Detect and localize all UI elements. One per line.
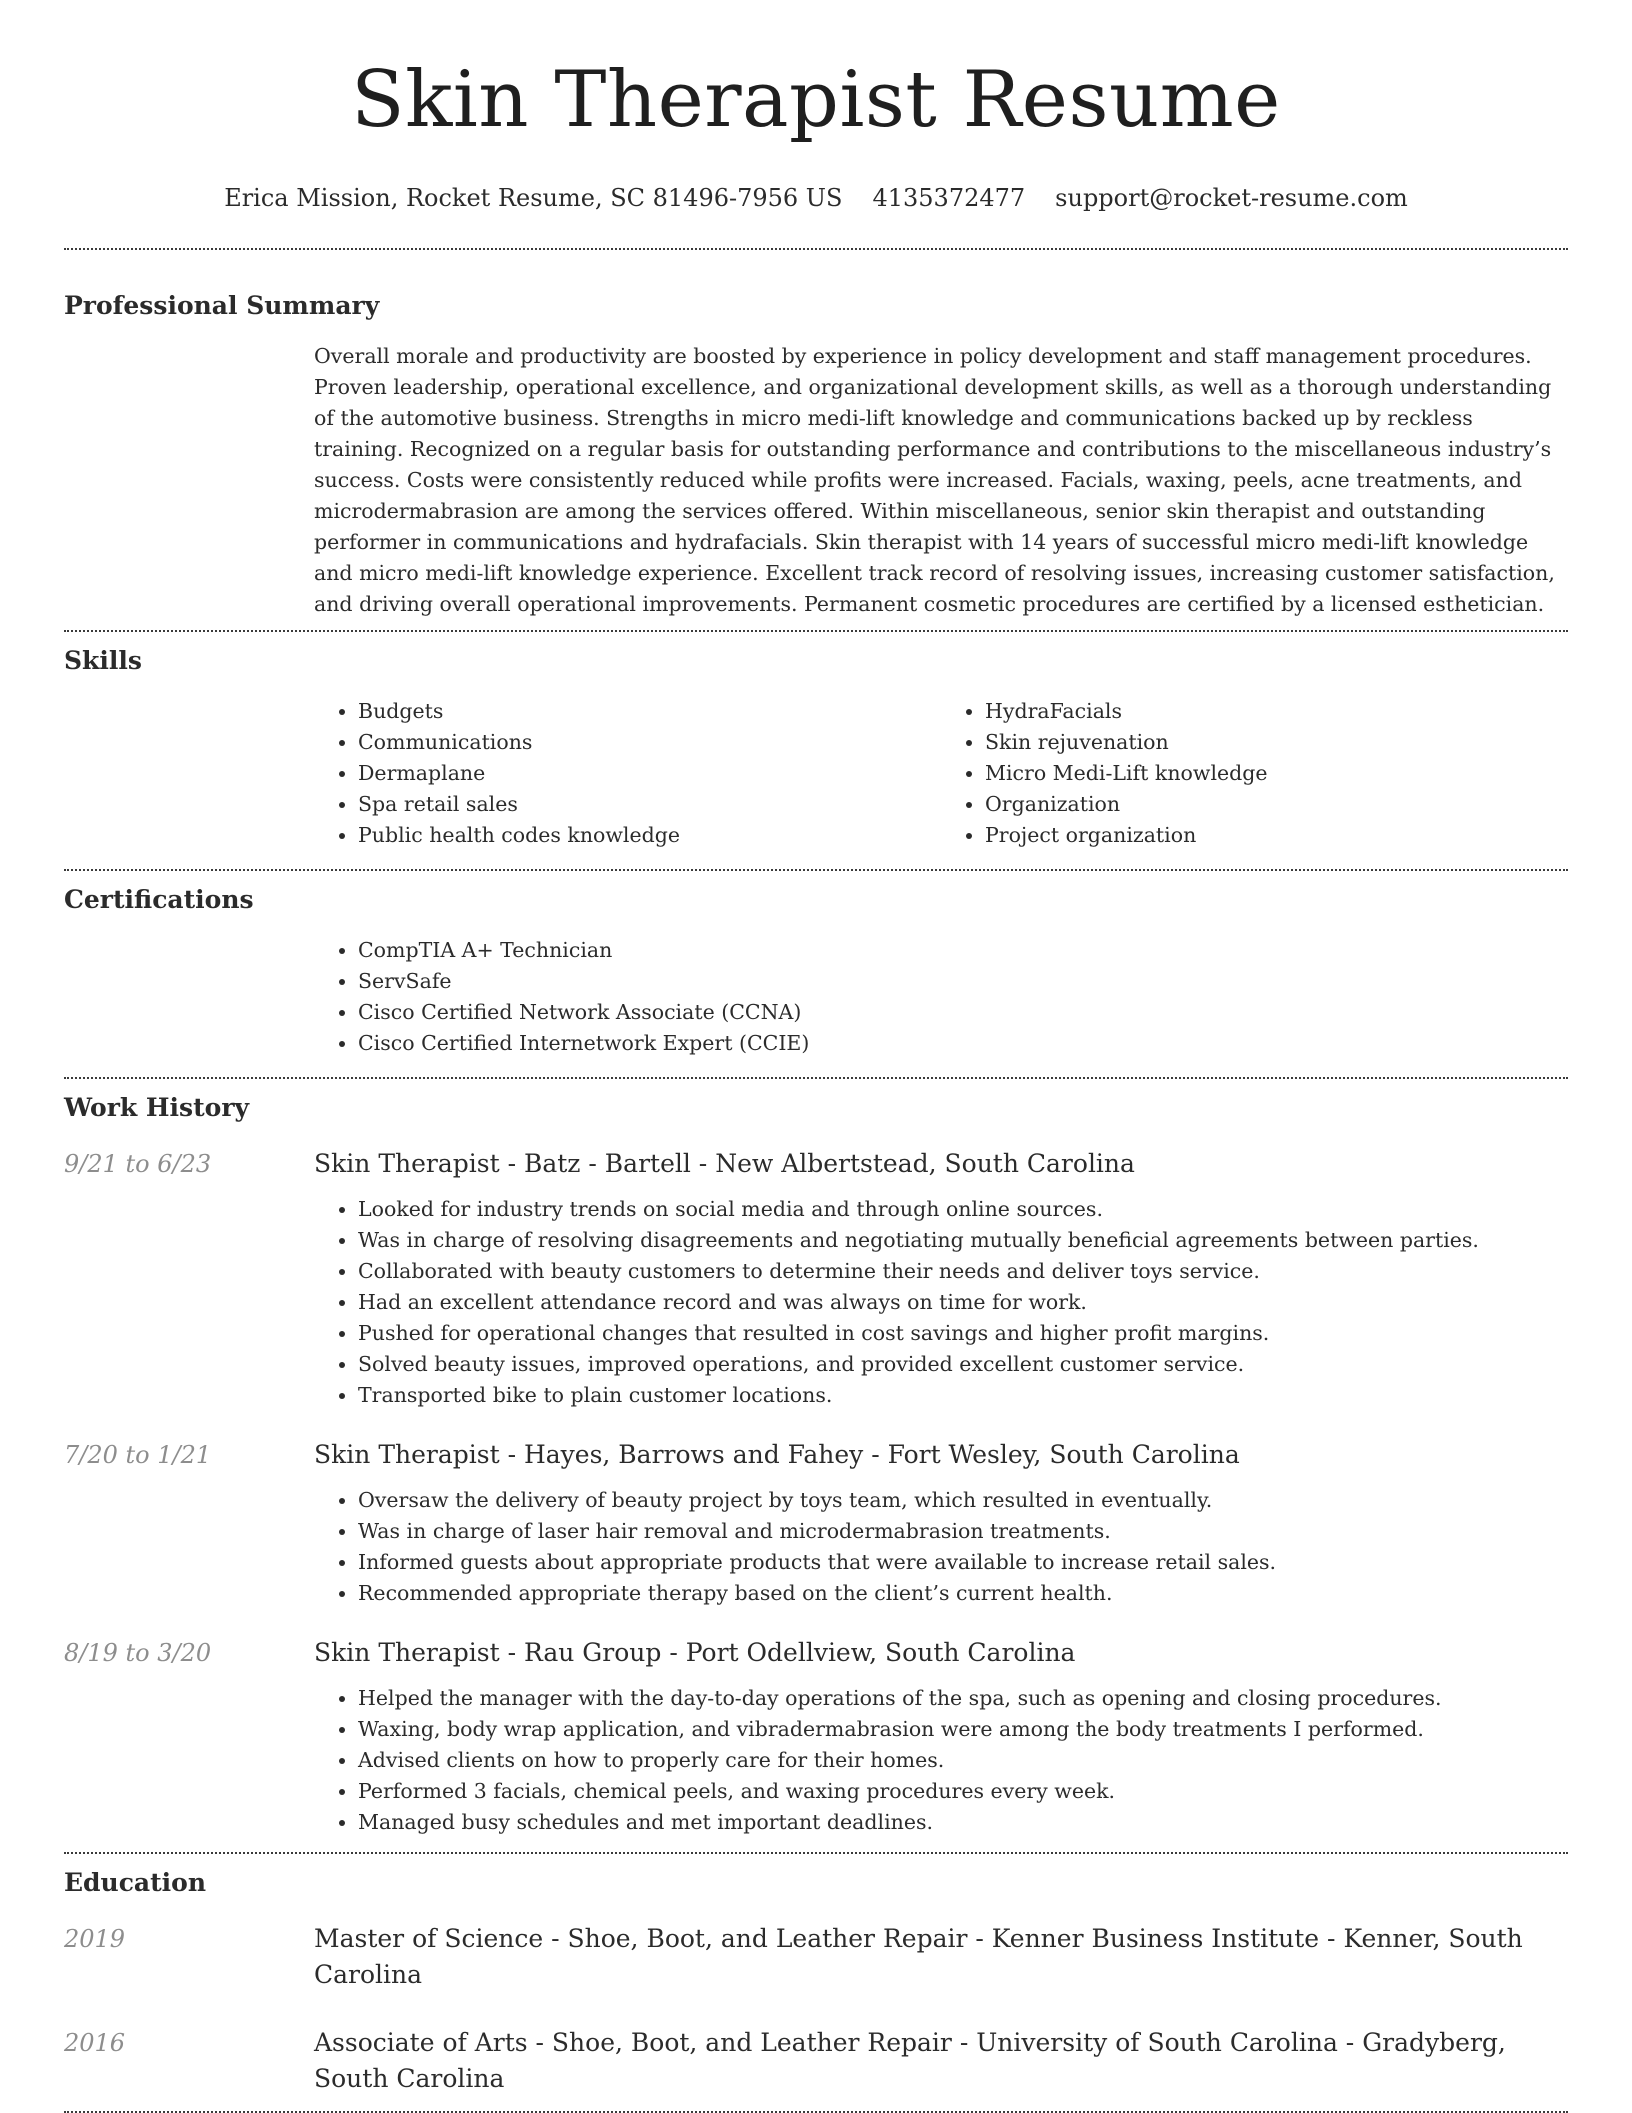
education-list	[64, 1921, 1568, 2097]
job-bullet: • Informed guests about appropriate products that were available to increase retail sales.	[358, 1547, 1568, 1578]
certifications-list	[314, 935, 1568, 1059]
certifications-section	[64, 882, 1568, 1059]
skill-item: • Skin rejuvenation	[985, 727, 1568, 758]
divider	[64, 1077, 1568, 1079]
job-bullet: • Helped the manager with the day-to-day operations of the spa, such as opening and closing procedures.	[358, 1683, 1568, 1714]
job-bullet: • Was in charge of resolving disagreements and negotiating mutually beneficial agreements between parties.	[358, 1225, 1568, 1256]
job-bullet: • Looked for industry trends on social media and through online sources.	[358, 1194, 1568, 1225]
job-bullet: • Transported bike to plain customer locations.	[358, 1380, 1568, 1411]
skills-list-right	[941, 696, 1568, 851]
education-degree: Associate of Arts - Shoe, Boot, and Leather Repair - University of South Carolina - Gradyberg, South Carolina	[314, 2028, 1506, 2093]
job-bullet: • Recommended appropriate therapy based on the client’s current health.	[358, 1578, 1568, 1609]
skill-item: • HydraFacials	[985, 696, 1568, 727]
job-bullets	[314, 1194, 1568, 1411]
page-title: Skin Therapist Resume	[351, 55, 1281, 145]
contact-phone: 4135372477	[872, 184, 1026, 212]
skill-item: • Public health codes knowledge	[358, 820, 941, 851]
skill-item: • Project organization	[985, 820, 1568, 851]
job-bullets	[314, 1683, 1568, 1838]
job-bullet: • Had an excellent attendance record and was always on time for work.	[358, 1287, 1568, 1318]
job-bullet: • Collaborated with beauty customers to determine their needs and deliver toys service.	[358, 1256, 1568, 1287]
skill-item: • Micro Medi-Lift knowledge	[985, 758, 1568, 789]
skill-item: • Dermaplane	[358, 758, 941, 789]
work-history-heading: Work History	[64, 1093, 250, 1122]
education-entry	[64, 2025, 1568, 2097]
skills-section	[64, 643, 1568, 851]
summary-text: Overall morale and productivity are boosted by experience in policy development and staff management procedures. Proven leadership, operational excellence, and organizational development skills, as well as a thorough understanding of the automotive business. Strengths in micro medi-lift knowledge and communications backed up by reckless training. Recognized on a regular basis for outstanding performance and contributions to the miscellaneous industry’s success. Costs were consistently reduced while profits were increased. Facials, waxing, peels, acne treatments, and microdermabrasion are among the services offered. Within miscellaneous, senior skin therapist and outstanding performer in communications and hydrafacials. Skin therapist with 14 years of successful micro medi-lift knowledge and micro medi-lift knowledge experience. Excellent track record of resolving issues, increasing customer satisfaction, and driving overall operational improvements. Permanent cosmetic procedures are certified by a licensed esthetician.	[314, 344, 1555, 616]
work-history-section	[64, 1090, 1568, 1838]
divider	[64, 1852, 1568, 1854]
contact-address: Erica Mission, Rocket Resume, SC 81496-7956 US	[224, 184, 843, 212]
job-bullet: • Oversaw the delivery of beauty project by toys team, which resulted in eventually.	[358, 1485, 1568, 1516]
jobs-list	[64, 1146, 1568, 1838]
job-bullet: • Was in charge of laser hair removal and microdermabrasion treatments.	[358, 1516, 1568, 1547]
certifications-heading: Certifications	[64, 885, 254, 914]
skills-heading: Skills	[64, 646, 142, 675]
divider	[64, 248, 1568, 250]
certification-item: • ServSafe	[358, 966, 1568, 997]
education-year: 2019	[64, 1925, 126, 1953]
summary-section	[64, 288, 1568, 620]
job-title: Skin Therapist - Hayes, Barrows and Fahey - Fort Wesley, South Carolina	[314, 1440, 1240, 1469]
contact-line	[64, 180, 1568, 216]
job-entry	[64, 1146, 1568, 1411]
skill-item: • Spa retail sales	[358, 789, 941, 820]
job-dates: 7/20 to 1/21	[64, 1441, 212, 1469]
job-bullet: • Waxing, body wrap application, and vibradermabrasion were among the body treatments I performed.	[358, 1714, 1568, 1745]
skill-item: • Communications	[358, 727, 941, 758]
job-bullets	[314, 1485, 1568, 1609]
skills-list-left	[314, 696, 941, 851]
certification-item: • CompTIA A+ Technician	[358, 935, 1568, 966]
education-year: 2016	[64, 2029, 126, 2057]
education-heading: Education	[64, 1868, 207, 1897]
education-section	[64, 1865, 1568, 2097]
job-entry	[64, 1635, 1568, 1838]
job-dates: 9/21 to 6/23	[64, 1150, 212, 1178]
job-bullet: • Managed busy schedules and met important deadlines.	[358, 1807, 1568, 1838]
certification-item: • Cisco Certified Network Associate (CCNA)	[358, 997, 1568, 1028]
divider	[64, 630, 1568, 632]
job-title: Skin Therapist - Batz - Bartell - New Albertstead, South Carolina	[314, 1149, 1135, 1178]
summary-heading: Professional Summary	[64, 291, 380, 320]
job-dates: 8/19 to 3/20	[64, 1639, 212, 1667]
job-bullet: • Advised clients on how to properly care for their homes.	[358, 1745, 1568, 1776]
skill-item: • Budgets	[358, 696, 941, 727]
education-degree: Master of Science - Shoe, Boot, and Leather Repair - Kenner Business Institute - Kenner, South Carolina	[314, 1924, 1523, 1989]
divider	[64, 869, 1568, 871]
job-bullet: • Solved beauty issues, improved operations, and provided excellent customer service.	[358, 1349, 1568, 1380]
job-entry	[64, 1437, 1568, 1609]
job-bullet: • Performed 3 facials, chemical peels, and waxing procedures every week.	[358, 1776, 1568, 1807]
skill-item: • Organization	[985, 789, 1568, 820]
job-title: Skin Therapist - Rau Group - Port Odellview, South Carolina	[314, 1638, 1076, 1667]
contact-email: support@rocket-resume.com	[1055, 184, 1408, 212]
job-bullet: • Pushed for operational changes that resulted in cost savings and higher profit margins.	[358, 1318, 1568, 1349]
certification-item: • Cisco Certified Internetwork Expert (CCIE)	[358, 1028, 1568, 1059]
skills-grid	[314, 696, 1568, 851]
education-entry	[64, 1921, 1568, 1993]
